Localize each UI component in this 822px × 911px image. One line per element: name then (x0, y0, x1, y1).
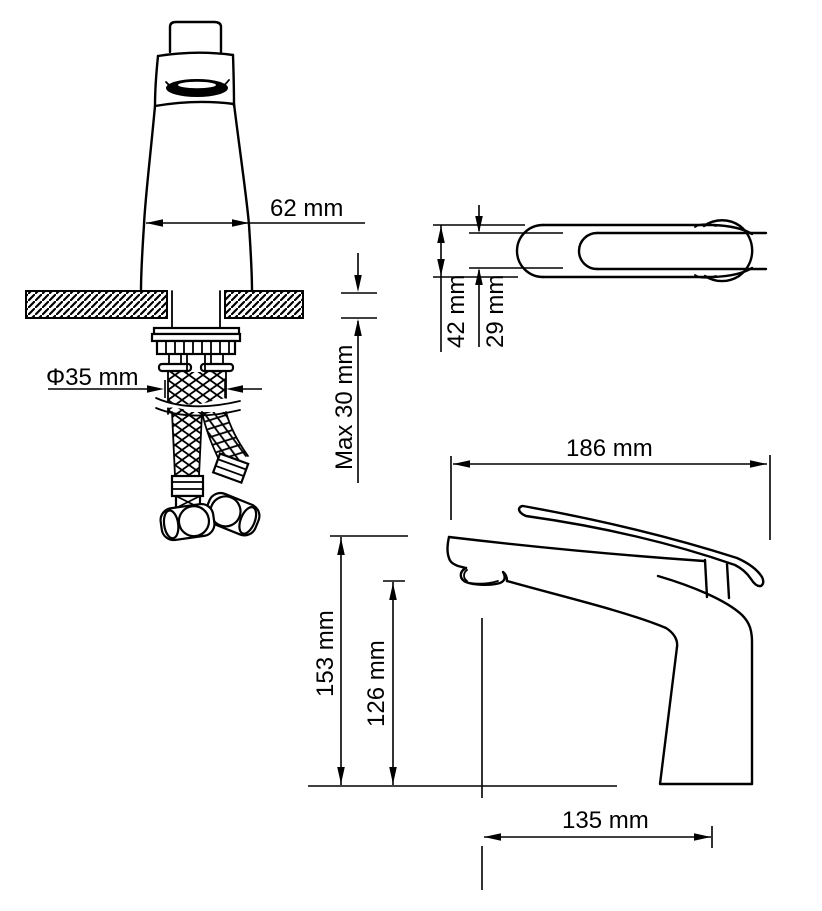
dim-label-29mm: 29 mm (482, 274, 509, 348)
dim-135mm (482, 618, 712, 890)
dim-label-62mm: 62 mm (270, 195, 344, 222)
front-handle-knob (170, 22, 221, 52)
top-view-extension-lines (433, 225, 563, 277)
dim-42mm (437, 225, 470, 352)
dim-label-max30mm: Max 30 mm (331, 344, 358, 470)
top-view (433, 205, 766, 352)
dim-max30mm (331, 253, 377, 483)
dim-29mm (475, 205, 509, 348)
top-body-circle (704, 220, 752, 281)
front-spout-mouth (166, 79, 229, 97)
dim-label-135mm: 135 mm (562, 807, 649, 834)
hose-left (172, 412, 202, 476)
dim-label-42mm: 42 mm (443, 274, 470, 348)
dim-label-153mm: 153 mm (312, 610, 339, 697)
dim-label-186mm: 186 mm (566, 435, 653, 462)
hose-fitting-left (172, 476, 203, 508)
dim-62mm (146, 195, 365, 227)
top-handle-slot (579, 233, 766, 269)
dim-label-126mm: 126 mm (363, 640, 390, 727)
dim-126mm (363, 581, 405, 785)
hose-fitting-right (213, 454, 248, 483)
dim-label-35mm: Φ35 mm (46, 364, 139, 391)
mounting-nut (157, 341, 235, 354)
hose-elbow-left (159, 503, 216, 542)
side-view (308, 435, 770, 890)
supply-hoses (156, 372, 263, 542)
countertop-section (26, 291, 303, 318)
front-view (26, 22, 377, 542)
front-body (141, 104, 252, 291)
side-body (448, 537, 753, 784)
